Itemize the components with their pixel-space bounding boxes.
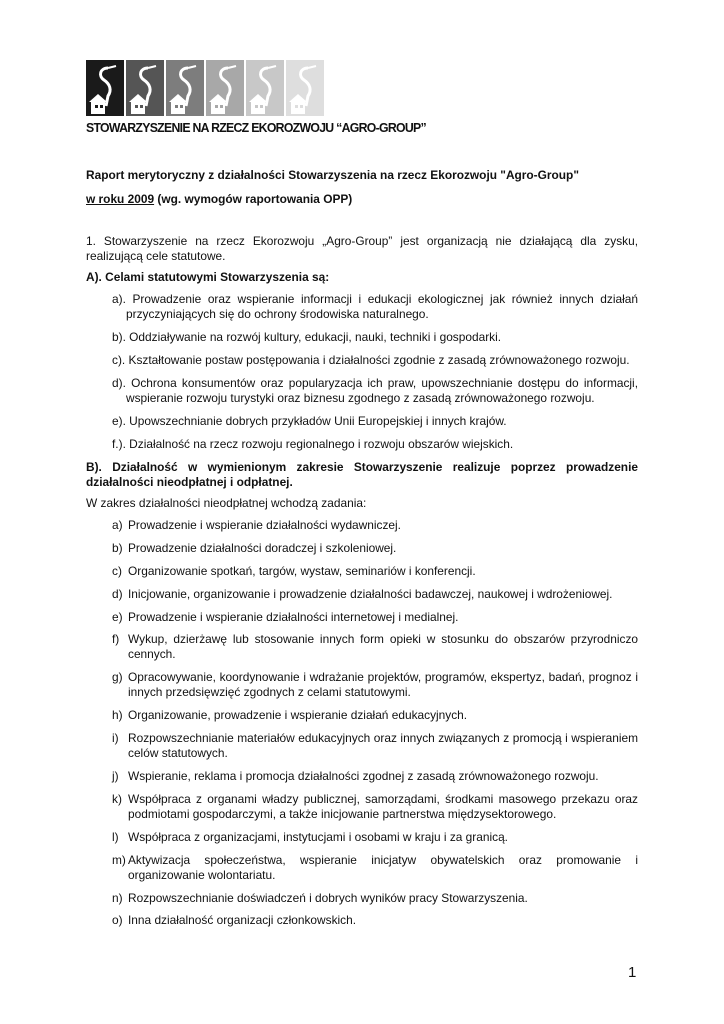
list-item: e). Upowszechnianie dobrych przykładów Unii Europejskiej i innych krajów. <box>112 414 507 428</box>
list-item-text: Wykup, dzierżawę lub stosowanie innych form opieki w stosunku do obszarów przyrodniczo cennych. <box>128 632 638 662</box>
organization-logo <box>86 60 426 138</box>
list-item <box>86 913 638 928</box>
list-item-text: Organizowanie, prowadzenie i wspieranie działań edukacyjnych. <box>128 708 468 723</box>
document-body <box>86 234 638 936</box>
stork-house-icon <box>206 60 244 116</box>
list-item: b). Oddziaływanie na rozwój kultury, edukacji, nauki, techniki i gospodarki. <box>112 330 502 344</box>
logo-text: STOWARZYSZENIE NA RZECZ EKOROZWOJU “AGRO-GROUP” <box>86 120 426 135</box>
list-item-text: Rozpowszechnianie doświadczeń i dobrych wyników pracy Stowarzyszenia. <box>128 890 528 905</box>
logo-tile <box>166 60 204 116</box>
list-item <box>86 769 638 784</box>
page-number: 1 <box>628 964 637 981</box>
section-b-heading: B). Działalność w wymienionym zakresie Stowarzyszenie realizuje poprzez prowadzenie działalności nieodpłatnej i odpłatnej. <box>86 460 638 489</box>
list-item-label: e) <box>112 609 123 624</box>
statutory-goals-list <box>86 292 638 452</box>
logo-tile <box>246 60 284 116</box>
stork-house-icon <box>286 60 324 116</box>
report-subtitle <box>86 192 352 207</box>
logo-tile <box>206 60 244 116</box>
list-item <box>86 518 638 533</box>
report-title: Raport merytoryczny z działalności Stowarzyszenia na rzecz Ekorozwoju "Agro-Group" <box>86 168 579 182</box>
list-item-label: f) <box>112 632 120 647</box>
list-item-text: Inicjowanie, organizowanie i prowadzenie działalności badawczej, naukowej i wdrożeniowej. <box>128 586 613 601</box>
list-item <box>86 853 638 883</box>
list-item-text: Współpraca z organami władzy publicznej, samorządami, środkami masowego przekazu oraz podmiotami gospodarczymi, a także inicjowanie partnerstwa międzysektorowego. <box>128 791 638 821</box>
list-item-text: Aktywizacja społeczeństwa, wspieranie inicjatyw obywatelskich oraz promowanie i organizowanie wolontariatu. <box>128 852 638 882</box>
list-item <box>86 541 638 556</box>
list-item-text: Rozpowszechnianie materiałów edukacyjnych oraz innych związanych z promocją i wspieraniem celów statutowych. <box>128 731 638 761</box>
list-item <box>86 564 638 579</box>
intro-paragraph: 1. Stowarzyszenie na rzecz Ekorozwoju „Agro-Group” jest organizacją nie działającą dla zysku, realizującą cele statutowe. <box>86 234 638 263</box>
list-item <box>86 830 638 845</box>
report-year: w roku 2009 <box>86 192 155 206</box>
stork-house-icon <box>166 60 204 116</box>
list-item-label: d) <box>112 586 123 601</box>
list-item <box>86 670 638 700</box>
free-activity-intro: W zakres działalności nieodpłatnej wchodzą zadania: <box>86 496 367 510</box>
list-item-text: Opracowywanie, koordynowanie i wdrażanie projektów, programów, ekspertyz, badań, prognoz i innych przedsięwzięć zgodnych z celami statutowymi. <box>128 670 638 700</box>
logo-tile <box>86 60 124 116</box>
stork-house-icon <box>246 60 284 116</box>
list-item: c). Kształtowanie postaw postępowania i działalności zgodnie z zasadą zrównoważonego rozwoju. <box>112 353 630 367</box>
list-item-label: b) <box>112 540 123 555</box>
list-item-label: m) <box>112 852 126 867</box>
list-item-label: l) <box>112 829 119 844</box>
list-item: a). Prowadzenie oraz wspieranie informacji i edukacji ekologicznej jak również innych działań przyczyniających się do ochrony środowiska naturalnego. <box>112 292 638 321</box>
list-item-label: n) <box>112 890 123 905</box>
list-item <box>86 731 638 761</box>
list-item-text: Współpraca z organizacjami, instytucjami i osobami w kraju i za granicą. <box>128 829 508 844</box>
list-item-text: Organizowanie spotkań, targów, wystaw, seminariów i konferencji. <box>128 563 476 578</box>
list-item <box>86 792 638 822</box>
list-item-label: k) <box>112 791 122 806</box>
list-item-label: a) <box>112 518 123 532</box>
list-item-text: Prowadzenie działalności doradczej i szkoleniowej. <box>128 540 397 555</box>
list-item-text: Inna działalność organizacji członkowskich. <box>128 913 357 928</box>
list-item <box>86 708 638 723</box>
logo-tile <box>126 60 164 116</box>
list-item-label: i) <box>112 731 119 746</box>
list-item-text: Prowadzenie i wspieranie działalności internetowej i medialnej. <box>128 609 459 624</box>
logo-tile <box>286 60 324 116</box>
list-item <box>86 587 638 602</box>
report-subtitle-rest: (wg. wymogów raportowania OPP) <box>154 192 353 206</box>
list-item <box>86 891 638 906</box>
list-item <box>86 632 638 662</box>
stork-house-icon <box>86 60 124 116</box>
list-item-text: Wspieranie, reklama i promocja działalności zgodnej z zasadą zrównoważonego rozwoju. <box>128 769 599 784</box>
list-item-label: o) <box>112 913 123 928</box>
logo-tiles <box>86 60 326 122</box>
list-item <box>86 610 638 625</box>
list-item-label: h) <box>112 708 123 723</box>
stork-house-icon <box>126 60 164 116</box>
free-activity-list <box>86 518 638 928</box>
list-item-label: c) <box>112 563 122 578</box>
list-item-label: g) <box>112 670 123 685</box>
list-item-label: j) <box>112 769 119 784</box>
list-item: f.). Działalność na rzecz rozwoju regionalnego i rozwoju obszarów wiejskich. <box>112 437 514 451</box>
section-a-heading: A). Celami statutowymi Stowarzyszenia są: <box>86 270 330 284</box>
list-item: d). Ochrona konsumentów oraz popularyzacja ich praw, upowszechnianie dostępu do informacji, wspieranie rozwoju turystyki oraz biznesu zgodnego z zasadą zrównoważonego rozwoju. <box>112 376 638 405</box>
list-item-text: Prowadzenie i wspieranie działalności wydawniczej. <box>128 518 401 532</box>
